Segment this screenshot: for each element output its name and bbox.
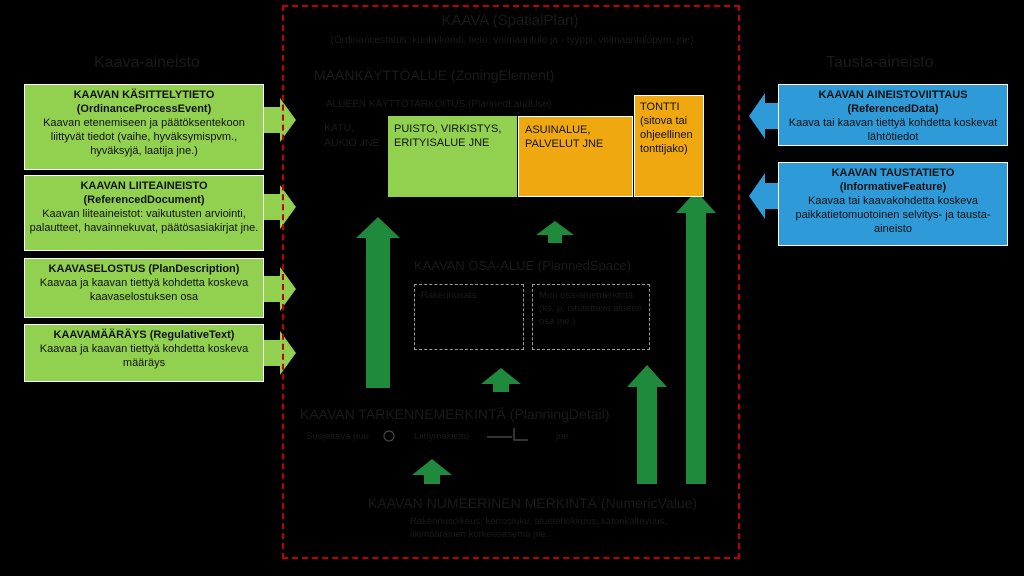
plot-cell bbox=[634, 95, 704, 197]
protected-tree-label: Suojeltava puu bbox=[306, 431, 369, 442]
left-box-subtitle: (OrdinanceProcessEvent) bbox=[76, 103, 212, 115]
planning-detail-title: KAAVAN TARKENNEMERKINTÄ (PlanningDetail) bbox=[300, 406, 610, 422]
left-box-title: KAAVAN KÄSITTELYTIETO bbox=[73, 89, 215, 101]
left-box-title: KAAVAMÄÄRÄYS (RegulativeText) bbox=[53, 329, 235, 341]
left-box-text: Kaavaa ja kaavan tiettyä kohdetta koskeva määräys bbox=[39, 343, 249, 369]
numeric-value-title: KAAVAN NUMEERINEN MERKINTÄ (NumericValue) bbox=[368, 495, 698, 511]
spatial-plan-title: KAAVA (SpatialPlan) bbox=[441, 12, 579, 29]
left-box-title: KAAVASELOSTUS (PlanDescription) bbox=[48, 263, 240, 275]
park-cell-text: PUISTO, VIRKISTYS, ERITYISALUE JNE bbox=[394, 123, 502, 149]
right-box-subtitle: (ReferencedData) bbox=[847, 103, 939, 115]
right-heading: Tausta-aineisto bbox=[826, 54, 934, 71]
left-box-title: KAAVAN LIITEAINEISTO bbox=[80, 180, 208, 192]
other-area-text: Muu osa-aluemerkintä (ks. p. istutettava alueen osa jne.) bbox=[539, 290, 642, 327]
left-box-referenced-document bbox=[24, 175, 264, 251]
residential-cell-text: ASUINALUE, PALVELUT JNE bbox=[525, 124, 604, 150]
building-area-box bbox=[414, 284, 524, 350]
right-box-text: Kaavaa tai kaavakohdetta koskeva paikkatietomuotoinen selvitys- ja tausta-aineisto bbox=[795, 195, 991, 235]
left-box-plan-description bbox=[24, 258, 264, 318]
residential-cell bbox=[518, 116, 633, 197]
left-heading: Kaava-aineisto bbox=[94, 54, 200, 71]
right-box-title: KAAVAN AINEISTOVIITTAUS bbox=[818, 89, 968, 101]
planned-land-use-label: ALUEEN KÄYTTÖTARKOITUS (PlannedLandUse) bbox=[326, 99, 552, 110]
left-box-process-event bbox=[24, 84, 264, 170]
numeric-value-text: Rakennusoikeus, kerrosluku, aluetehokkuus, katonkaltevuus, likimääräinen korkeusasema jne. bbox=[410, 516, 668, 540]
street-cell-text: KATU, AUKIO JNE bbox=[324, 122, 380, 149]
right-box-arrow-1 bbox=[749, 93, 778, 139]
connection-ban-label: Liittymäkielto bbox=[414, 431, 469, 442]
planned-space-title: KAAVAN OSA-ALUE (PlannedSpace) bbox=[414, 258, 632, 273]
building-area-text: Rakennusala bbox=[421, 290, 477, 301]
right-box-title: KAAVAN TAUSTATIETO bbox=[831, 167, 955, 179]
zoning-element-title: MAANKÄYTTÖALUE (ZoningElement) bbox=[314, 67, 555, 83]
spatial-plan-subtitle: (Ordinancestatus: kunta/koodi, tieto, voimaantulo ja - tyyppi, voimaantulopvm. jne) bbox=[330, 35, 694, 46]
etc-label: jne. bbox=[556, 431, 572, 442]
spatial-plan-frame bbox=[282, 5, 740, 559]
right-box-subtitle: (InformativeFeature) bbox=[839, 181, 947, 193]
right-box-informative-feature bbox=[778, 162, 1008, 246]
left-box-text: Kaavaa ja kaavan tiettyä kohdetta koskeva kaavaselostuksen osa bbox=[39, 277, 249, 303]
right-box-arrow-2 bbox=[749, 173, 778, 219]
park-cell bbox=[388, 116, 517, 197]
right-box-referenced-data bbox=[778, 84, 1008, 146]
plot-cell-text: TONTTI (sitova tai ohjeellinen tonttijako) bbox=[640, 101, 693, 155]
right-box-text: Kaava tai kaavan tiettyä kohdetta koskevat lähtötiedot bbox=[788, 117, 998, 143]
left-box-text: Kaavan liiteaineistot: vaikutusten arviointi, palautteet, havainnekuvat, päätösasiakirjat jne. bbox=[29, 208, 259, 234]
other-area-box bbox=[532, 284, 650, 350]
left-box-subtitle: (ReferencedDocument) bbox=[83, 194, 205, 206]
left-box-regulative-text bbox=[24, 324, 264, 382]
left-box-text: Kaavan etenemiseen ja päätöksentekoon liittyvät tiedot (vaihe, hyväksymispvm., hyväksyjä, laatija jne.) bbox=[43, 117, 245, 157]
